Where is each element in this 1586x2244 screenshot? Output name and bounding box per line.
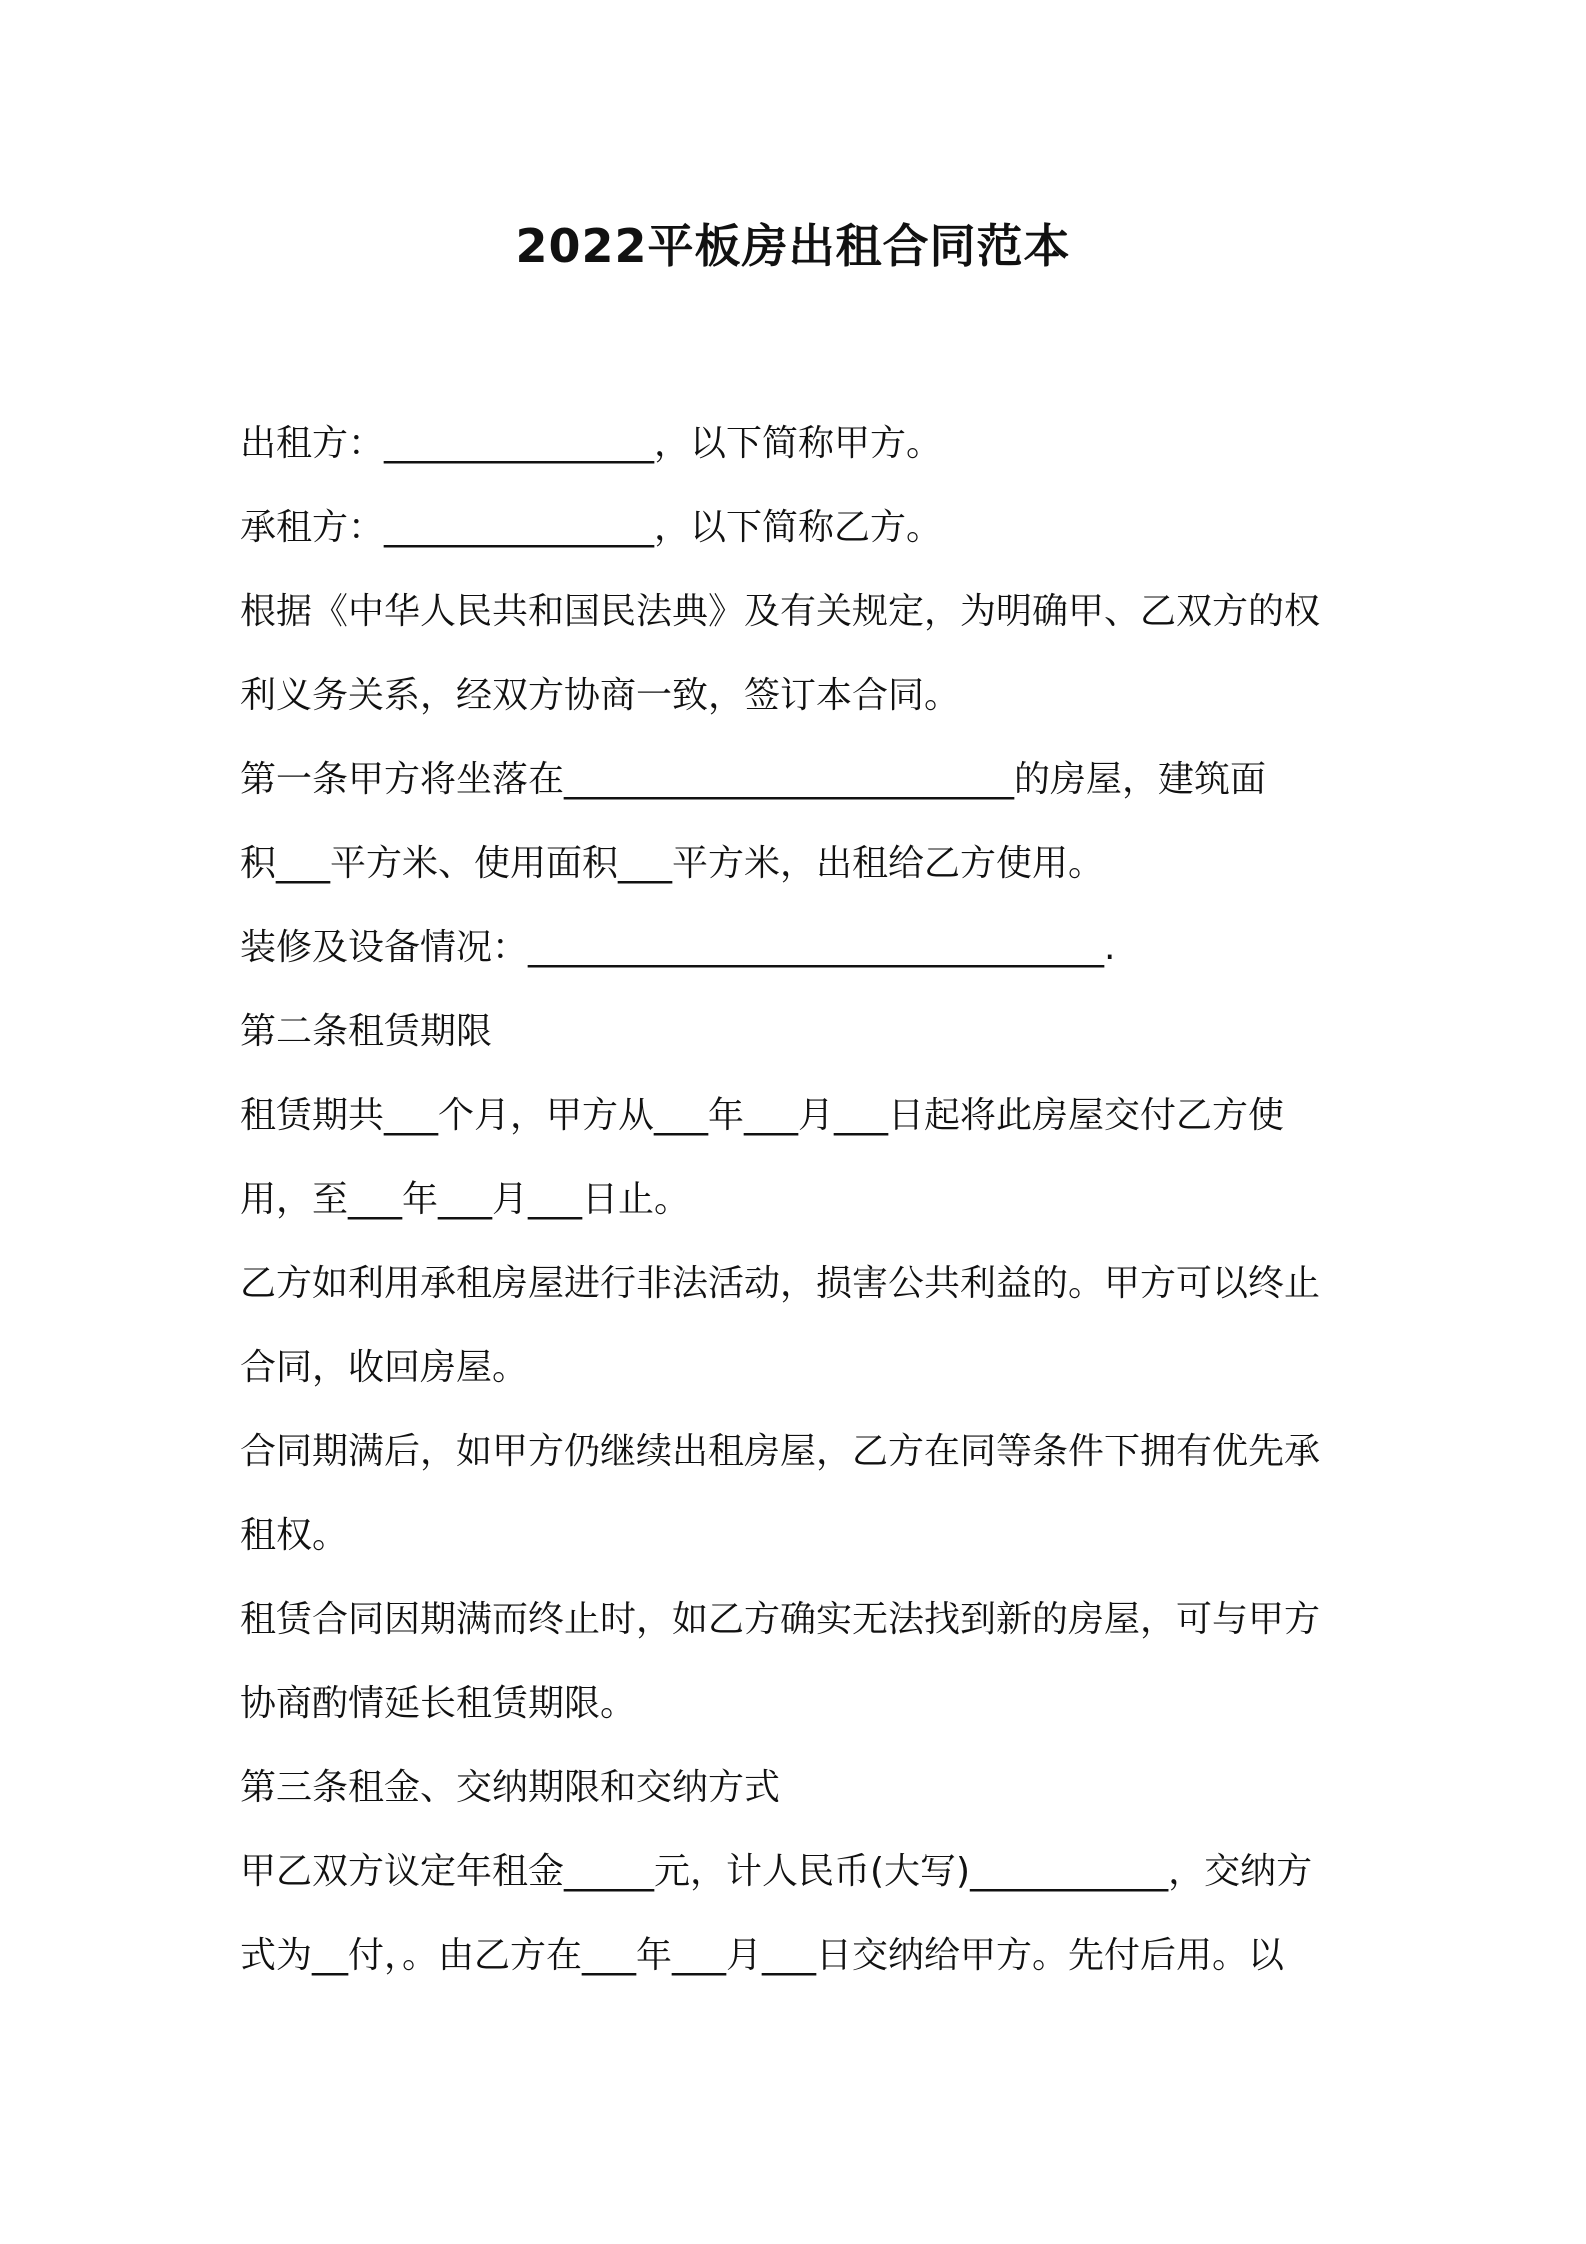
paragraph-line: 用，至___年___月___日止。	[240, 1179, 691, 1220]
paragraph-line: 式为__付，。由乙方在___年___月___日交纳给甲方。先付后用。以	[240, 1935, 1285, 1976]
paragraph-line: 租赁期共___个月，甲方从___年___月___日起将此房屋交付乙方使	[240, 1095, 1285, 1136]
paragraph-line: 租赁合同因期满而终止时，如乙方确实无法找到新的房屋，可与甲方	[240, 1599, 1321, 1640]
lessor-line: 出租方：_______________，以下简称甲方。	[240, 423, 943, 464]
article-1-line: 第一条甲方将坐落在_________________________的房屋，建筑面	[240, 759, 1267, 800]
paragraph-line: 乙方如利用承租房屋进行非法活动，损害公共利益的。甲方可以终止	[240, 1263, 1321, 1304]
paragraph-line: 根据《中华人民共和国民法典》及有关规定，为明确甲、乙双方的权	[240, 591, 1321, 632]
document-title: 2022平板房出租合同范本	[515, 219, 1071, 273]
paragraph-line: 合同，收回房屋。	[240, 1347, 529, 1388]
paragraph-line: 积___平方米、使用面积___平方米，出租给乙方使用。	[240, 843, 1105, 884]
paragraph-line: 利义务关系，经双方协商一致，签订本合同。	[240, 675, 961, 716]
lessee-line: 承租方：_______________，以下简称乙方。	[240, 507, 943, 548]
paragraph-line: 租权。	[240, 1515, 349, 1556]
paragraph-line: 合同期满后，如甲方仍继续出租房屋，乙方在同等条件下拥有优先承	[240, 1431, 1321, 1472]
paragraph-line: 协商酌情延长租赁期限。	[240, 1683, 637, 1724]
paragraph-line: 甲乙双方议定年租金_____元，计人民币(大写)___________，交纳方	[240, 1851, 1313, 1892]
article-2-heading: 第二条租赁期限	[240, 1011, 493, 1052]
document-body	[240, 402, 1360, 1998]
decoration-line: 装修及设备情况：________________________________.	[240, 927, 1116, 968]
article-3-heading: 第三条租金、交纳期限和交纳方式	[240, 1767, 781, 1808]
